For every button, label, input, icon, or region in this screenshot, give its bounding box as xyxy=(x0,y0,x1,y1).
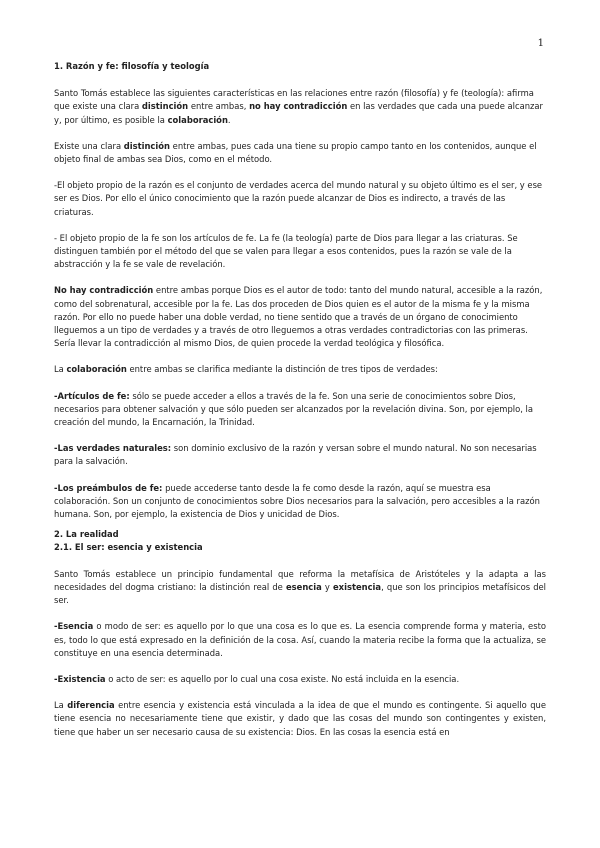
paragraph-intro: Santo Tomás establece las siguientes características en las relaciones entre razón (filosofía) y fe (teología): afirma que existe una clara distinción entre ambas, no hay contradicción en las verdades que cada una puede alcanzar y, por último, es posible la colaboración. xyxy=(54,88,543,125)
section-heading: 2. La realidad xyxy=(54,529,119,540)
paragraph-diferencia: La diferencia entre esencia y existencia está vinculada a la idea de que el mundo es contingente. Si aquello que tiene esencia no necesariamente tiene que existir, y dado que las cosas del mundo son contingentes y existen, tiene que haber un ser necesario causa de su existencia: Dios. En las cosas la esencia está en xyxy=(54,700,546,737)
document-body xyxy=(54,60,546,752)
section-heading: 1. Razón y fe: filosofía y teología xyxy=(54,61,210,71)
page-number: 1 xyxy=(537,38,544,49)
paragraph-razon: -El objeto propio de la razón es el conjunto de verdades acerca del mundo natural y su objeto último es el ser, y ese ser es Dios. Por ello el único conocimiento que la razón puede alcanzar de Dios es indirecto, a través de las criaturas. xyxy=(54,180,543,217)
paragraph-verdades-naturales: -Las verdades naturales: son dominio exclusivo de la razón y versan sobre el mundo natural. No son necesarias para la salvación. xyxy=(54,443,537,467)
paragraph-ser-intro: Santo Tomás establece un principio fundamental que reforma la metafísica de Aristóteles y la adapta a las necesidades del dogma cristiano: la distinción real de esencia y existencia, que son los principios metafísicos del ser. xyxy=(54,568,546,606)
subsection-heading: 2.1. El ser: esencia y existencia xyxy=(54,542,203,553)
paragraph-esencia: -Esencia o modo de ser: es aquello por lo que una cosa es lo que es. La esencia comprende forma y materia, esto es, todo lo que está expresado en la definición de la cosa. Así, cuando la materia recibe la forma que la actualiza, se constituye en una esencia determinada. xyxy=(54,621,546,658)
paragraph-no-contradiccion: No hay contradicción entre ambas porque Dios es el autor de todo: tanto del mundo natural, accesible a la razón, como del sobrenatural, accesible por la fe. Las dos proceden de Dios quien es el autor de la misma fe y la misma razón. Por ello no puede haber una doble verdad, no tiene sentido que a través de un órgano de conocimiento lleguemos a un tipo de verdades y a través de otro lleguemos a otras verdades contradictorias con las primeras. Sería llevar la contradicción al mismo Dios, de quien procede la verdad teológica y filosófica. xyxy=(54,285,543,349)
paragraph-fe: - El objeto propio de la fe son los artículos de fe. La fe (la teología) parte de Dios para llegar a las criaturas. Se distinguen también por el método del que se valen para llegar a esos contenidos, pues la razón se vale de la abstracción y la fe se vale de revelación. xyxy=(54,232,518,270)
paragraph-preambulos: -Los preámbulos de fe: puede accederse tanto desde la fe como desde la razón, aquí se muestra esa colaboración. Son un conjunto de conocimientos sobre Dios necesarios para la salvación, pero accesibles a la razón humana. Son, por ejemplo, la existencia de Dios y unicidad de Dios. xyxy=(54,482,540,520)
paragraph-distincion: Existe una clara distinción entre ambas, pues cada una tiene su propio campo tanto en los contenidos, aunque el objeto final de ambas sea Dios, como en el método. xyxy=(54,140,537,165)
paragraph-colaboracion: La colaboración entre ambas se clarifica mediante la distinción de tres tipos de verdades: xyxy=(54,364,438,375)
paragraph-articulos-de-fe: -Artículos de fe: sólo se puede acceder a ellos a través de la fe. Son una serie de conocimientos sobre Dios, necesarios para obtener salvación y que sólo pueden ser alcanzados por la revelación divina. Son, por ejemplo, la creación del mundo, la Encarnación, la Trinidad. xyxy=(54,390,534,428)
paragraph-existencia: -Existencia o acto de ser: es aquello por lo cual una cosa existe. No está incluida en la esencia. xyxy=(54,673,460,684)
